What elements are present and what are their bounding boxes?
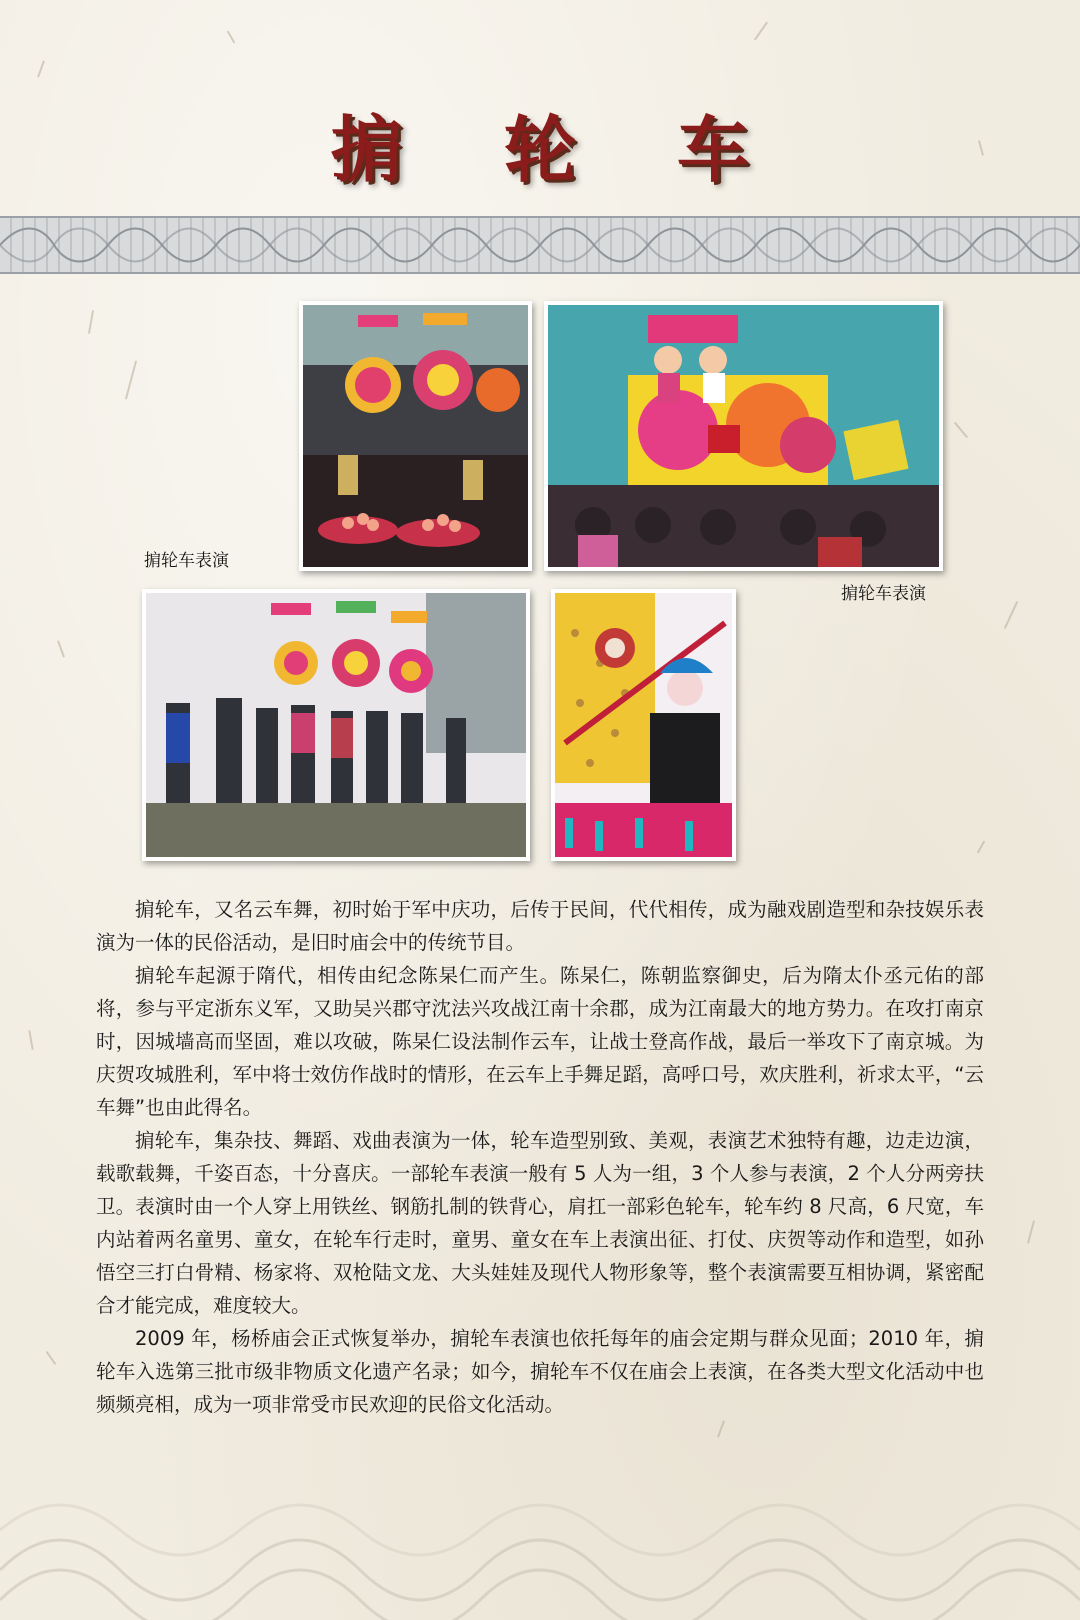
decorative-pattern-band (0, 216, 1080, 274)
bottom-cloud-pattern-icon (0, 1420, 1080, 1620)
paragraph-revival: 2009 年，杨桥庙会正式恢复举办，掮轮车表演也依托每年的庙会定期与群众见面；2010 年，掮轮车入选第三批市级非物质文化遗产名录；如今，掮轮车不仅在庙会上表演，在各类大型文化活动中也频频亮相，成为一项非常受市民欢迎的民俗文化活动。 (96, 1327, 984, 1416)
cloud-scroll-pattern-icon (0, 218, 1080, 272)
paragraph-origin: 掮轮车起源于隋代，相传由纪念陈杲仁而产生。陈杲仁，陈朝监察御史，后为隋太仆丞元佑的部将，参与平定浙东义军，又助吴兴郡守沈法兴攻战江南十余郡，成为江南最大的地方势力。在攻打南京时，因城墙高而坚固，难以攻破，陈杲仁设法制作云车，让战士登高作战，最后一举攻下了南京城。为庆贺攻城胜利，军中将士效仿作战时的情形，在云车上手舞足蹈，高呼口号，欢庆胜利，祈求太平，“云车舞”也由此得名。 (96, 964, 984, 1119)
photo-caption-right: 掮轮车表演 (841, 584, 926, 604)
paragraph-intro: 掮轮车，又名云车舞，初时始于军中庆功，后传于民间，代代相传，成为融戏剧造型和杂技娱乐表演为一体的民俗活动，是旧时庙会中的传统节目。 (96, 898, 984, 954)
photo-wheel-cart-performers (544, 301, 943, 571)
article-body (96, 893, 984, 1421)
paragraph-performance: 掮轮车，集杂技、舞蹈、戏曲表演为一体，轮车造型别致、美观，表演艺术独特有趣，边走边演，载歌载舞，千姿百态，十分喜庆。一部轮车表演一般有 5 人为一组，3 个人参与表演，2 个人分两旁扶卫。表演时由一个人穿上用铁丝、钢筋扎制的铁背心，肩扛一部彩色轮车，轮车约 8 尺高，6 尺宽，车内站着两名童男、童女，在轮车行走时，童男、童女在车上表演出征、打仗、庆贺等动作和造型，如孙悟空三打白骨精、杨家将、双枪陆文龙、大头娃娃及现代人物形象等，整个表演需要互相协调，紧密配合才能完成，难度较大。 (96, 1129, 984, 1317)
photo-caption-left: 掮轮车表演 (144, 551, 229, 571)
photo-parade-offerings (299, 301, 532, 571)
page-title: 掮 轮 车 (330, 108, 788, 192)
photo-procession-bridge (142, 589, 530, 861)
photo-opera-characters (551, 589, 736, 861)
